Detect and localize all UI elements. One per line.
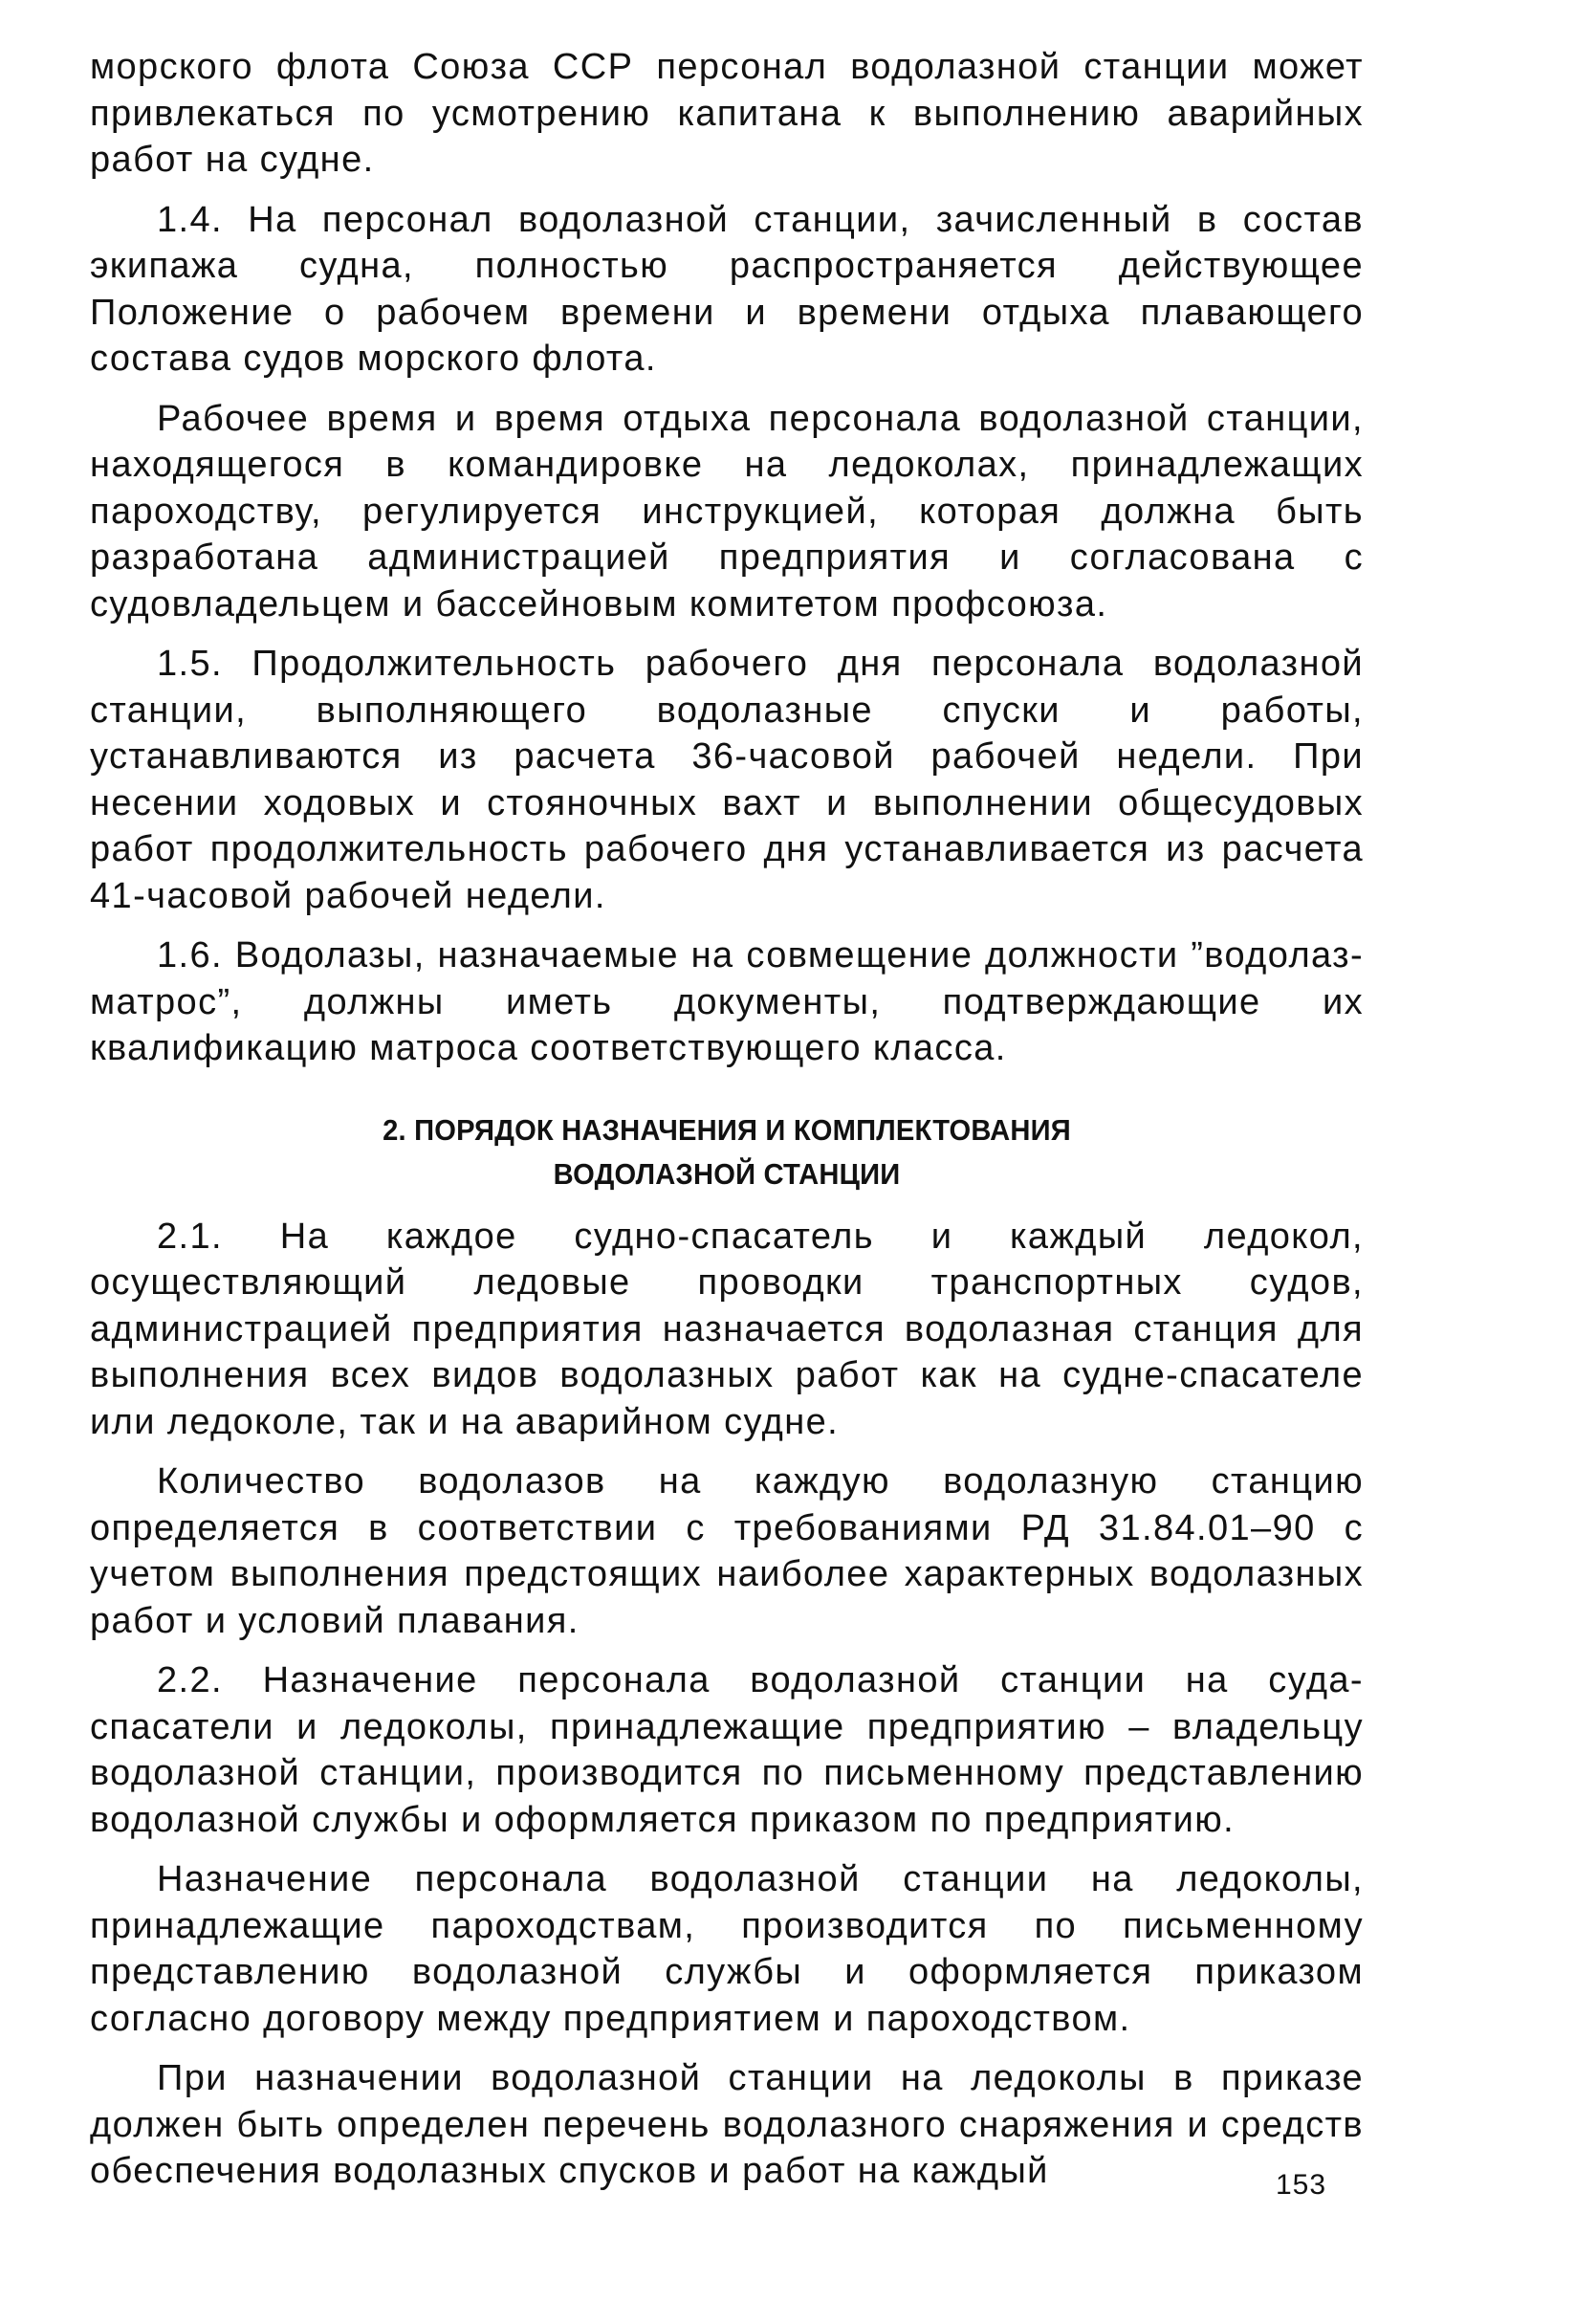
paragraph-2-1: 2.1. На каждое судно-спасатель и каждый ледокол, осуществляющий ледовые проводки транспортных судов, администрацией предприятия назначается водолазная станция для выполнения всех видов водолазных работ как на судне-спасателе или ледоколе, так и на аварийном судне. xyxy=(90,1216,1364,1442)
section-heading-line-1: 2. ПОРЯДОК НАЗНАЧЕНИЯ И КОМПЛЕКТОВАНИЯ xyxy=(383,1112,1071,1147)
section-heading xyxy=(128,1108,1325,1196)
paragraph-continuation: морского флота Союза ССР персонал водолазной станции может привлекаться по усмотрению капитана к выполнению аварийных работ на судне. xyxy=(90,47,1364,180)
paragraph-diver-count: Количество водолазов на каждую водолазную станцию определяется в соответствии с требованиями РД 31.84.01–90 с учетом выполнения предстоящих наиболее характерных водолазных работ и условий плавания. xyxy=(90,1461,1364,1641)
section-heading-line-2: ВОДОЛАЗНОЙ СТАНЦИИ xyxy=(553,1156,901,1191)
page-body xyxy=(90,44,1364,2208)
paragraph-1-6: 1.6. Водолазы, назначаемые на совмещение должности ”водолаз-матрос”, должны иметь документы, подтверждающие их квалификацию матроса соответствующего класса. xyxy=(90,935,1364,1068)
paragraph-working-time: Рабочее время и время отдыха персонала водолазной станции, находящегося в командировке на ледоколах, принадлежащих пароходству, регулируется инструкцией, которая должна быть разработана администрацией предприятия и согласована с судовладельцем и бассейновым комитетом профсоюза. xyxy=(90,398,1364,625)
page-number: 153 xyxy=(1276,2169,1327,2201)
paragraph-2-2: 2.2. Назначение персонала водолазной станции на суда-спасатели и ледоколы, принадлежащие предприятию – владельцу водолазной станции, производится по письменному представлению водолазной службы и оформляется приказом по предприятию. xyxy=(90,1660,1364,1840)
paragraph-1-4: 1.4. На персонал водолазной станции, зачисленный в состав экипажа судна, полностью распространяется действующее Положение о рабочем времени и времени отдыха плавающего состава судов морского флота. xyxy=(90,199,1364,379)
paragraph-icebreaker-assignment: Назначение персонала водолазной станции на ледоколы, принадлежащие пароходствам, производится по письменному представлению водолазной службы и оформляется приказом согласно договору между предприятием и пароходством. xyxy=(90,1859,1364,2039)
paragraph-1-5: 1.5. Продолжительность рабочего дня персонала водолазной станции, выполняющего водолазные спуски и работы, устанавливаются из расчета 36-часовой рабочей недели. При несении ходовых и стояночных вахт и выполнении общесудовых работ продолжительность рабочего дня устанавливается из расчета 41-часовой рабочей недели. xyxy=(90,644,1364,916)
paragraph-equipment-list: При назначении водолазной станции на ледоколы в приказе должен быть определен перечень водолазного снаряжения и средств обеспечения водолазных спусков и работ на каждый xyxy=(90,2058,1364,2191)
